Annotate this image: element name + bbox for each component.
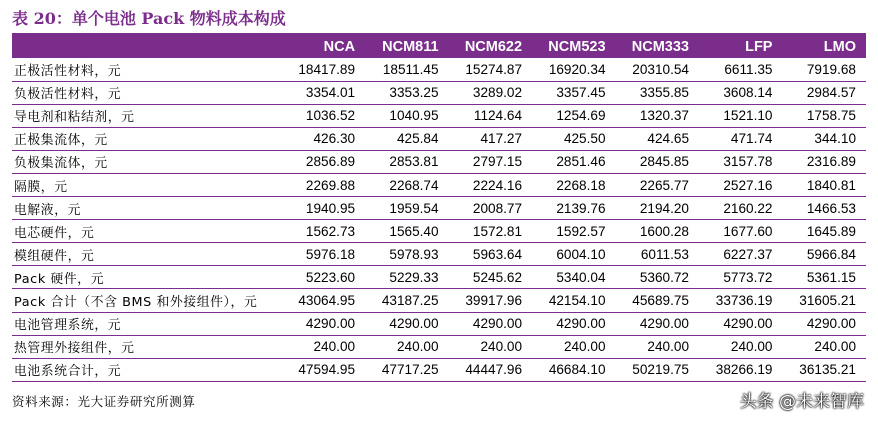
value-cell: 240.00 <box>365 335 448 358</box>
value-cell: 240.00 <box>532 335 615 358</box>
row-label: 模组硬件，元 <box>12 243 282 266</box>
header-cell: NCM523 <box>548 38 606 55</box>
header-cell: LFP <box>745 38 773 55</box>
value-cell: 1758.75 <box>782 104 866 127</box>
table-row <box>12 289 866 312</box>
value-cell: 417.27 <box>449 127 532 150</box>
value-cell: 36135.21 <box>782 358 866 381</box>
row-label: Pack 合计（不含 BMS 和外接组件），元 <box>12 289 282 312</box>
table-body <box>12 58 866 381</box>
value-cell: 2853.81 <box>365 150 448 173</box>
value-cell: 1562.73 <box>282 220 365 243</box>
value-cell: 5773.72 <box>699 266 782 289</box>
value-cell: 43187.25 <box>365 289 448 312</box>
table-row <box>12 173 866 196</box>
table-row <box>12 358 866 381</box>
value-cell: 6004.10 <box>532 243 615 266</box>
row-label: 正极活性材料，元 <box>12 58 282 81</box>
value-cell: 240.00 <box>449 335 532 358</box>
table-row <box>12 104 866 127</box>
value-cell: 1959.54 <box>365 197 448 220</box>
value-cell: 2527.16 <box>699 173 782 196</box>
value-cell: 5340.04 <box>532 266 615 289</box>
row-label: 电解液，元 <box>12 197 282 220</box>
value-cell: 344.10 <box>782 127 866 150</box>
value-cell: 5229.33 <box>365 266 448 289</box>
value-cell: 425.84 <box>365 127 448 150</box>
row-label: 热管理外接组件，元 <box>12 335 282 358</box>
value-cell: 15274.87 <box>449 58 532 81</box>
row-label: 隔膜，元 <box>12 173 282 196</box>
value-cell: 46684.10 <box>532 358 615 381</box>
value-cell: 1600.28 <box>616 220 699 243</box>
value-cell: 5976.18 <box>282 243 365 266</box>
row-label: 正极集流体，元 <box>12 127 282 150</box>
value-cell: 7919.68 <box>782 58 866 81</box>
value-cell: 31605.21 <box>782 289 866 312</box>
value-cell: 1840.81 <box>782 173 866 196</box>
value-cell: 1592.57 <box>532 220 615 243</box>
value-cell: 4290.00 <box>282 312 365 335</box>
row-label: 负极集流体，元 <box>12 150 282 173</box>
value-cell: 3354.01 <box>282 81 365 104</box>
value-cell: 5360.72 <box>616 266 699 289</box>
value-cell: 1320.37 <box>616 104 699 127</box>
value-cell: 1677.60 <box>699 220 782 243</box>
value-cell: 2984.57 <box>782 81 866 104</box>
value-cell: 424.65 <box>616 127 699 150</box>
row-label: 电池管理系统，元 <box>12 312 282 335</box>
value-cell: 42154.10 <box>532 289 615 312</box>
value-cell: 2265.77 <box>616 173 699 196</box>
value-cell: 1036.52 <box>282 104 365 127</box>
table-row <box>12 312 866 335</box>
source-note: 资料来源：光大证券研究所测算 <box>12 394 196 409</box>
row-label: 负极活性材料，元 <box>12 81 282 104</box>
value-cell: 2856.89 <box>282 150 365 173</box>
row-label: 电池系统合计，元 <box>12 358 282 381</box>
value-cell: 1254.69 <box>532 104 615 127</box>
value-cell: 2797.15 <box>449 150 532 173</box>
value-cell: 3357.45 <box>532 81 615 104</box>
value-cell: 6611.35 <box>699 58 782 81</box>
value-cell: 2008.77 <box>449 197 532 220</box>
value-cell: 38266.19 <box>699 358 782 381</box>
value-cell: 2160.22 <box>699 197 782 220</box>
table-row <box>12 197 866 220</box>
value-cell: 5361.15 <box>782 266 866 289</box>
value-cell: 4290.00 <box>532 312 615 335</box>
table-row <box>12 127 866 150</box>
table-row <box>12 243 866 266</box>
value-cell: 5966.84 <box>782 243 866 266</box>
value-cell: 4290.00 <box>616 312 699 335</box>
value-cell: 3355.85 <box>616 81 699 104</box>
value-cell: 33736.19 <box>699 289 782 312</box>
value-cell: 1124.64 <box>449 104 532 127</box>
table-row <box>12 58 866 81</box>
value-cell: 2139.76 <box>532 197 615 220</box>
value-cell: 4290.00 <box>449 312 532 335</box>
value-cell: 6011.53 <box>616 243 699 266</box>
value-cell: 18511.45 <box>365 58 448 81</box>
value-cell: 426.30 <box>282 127 365 150</box>
value-cell: 45689.75 <box>616 289 699 312</box>
value-cell: 44447.96 <box>449 358 532 381</box>
value-cell: 1565.40 <box>365 220 448 243</box>
table-row <box>12 81 866 104</box>
value-cell: 1040.95 <box>365 104 448 127</box>
value-cell: 4290.00 <box>699 312 782 335</box>
value-cell: 5245.62 <box>449 266 532 289</box>
value-cell: 16920.34 <box>532 58 615 81</box>
value-cell: 2224.16 <box>449 173 532 196</box>
value-cell: 1466.53 <box>782 197 866 220</box>
table-header <box>12 35 866 58</box>
table-row <box>12 150 866 173</box>
table-row <box>12 220 866 243</box>
value-cell: 240.00 <box>282 335 365 358</box>
row-label: 导电剂和粘结剂，元 <box>12 104 282 127</box>
value-cell: 47594.95 <box>282 358 365 381</box>
value-cell: 3353.25 <box>365 81 448 104</box>
value-cell: 43064.95 <box>282 289 365 312</box>
value-cell: 6227.37 <box>699 243 782 266</box>
header-cell-label <box>12 35 282 58</box>
value-cell: 18417.89 <box>282 58 365 81</box>
header-cell: NCA <box>323 38 356 55</box>
value-cell: 2194.20 <box>616 197 699 220</box>
value-cell: 39917.96 <box>449 289 532 312</box>
value-cell: 5963.64 <box>449 243 532 266</box>
value-cell: 2269.88 <box>282 173 365 196</box>
value-cell: 2268.74 <box>365 173 448 196</box>
value-cell: 471.74 <box>699 127 782 150</box>
value-cell: 240.00 <box>699 335 782 358</box>
value-cell: 425.50 <box>532 127 615 150</box>
value-cell: 3157.78 <box>699 150 782 173</box>
table-title: 表 20：单个电池 Pack 物料成本构成 <box>12 9 286 28</box>
value-cell: 4290.00 <box>782 312 866 335</box>
value-cell: 240.00 <box>616 335 699 358</box>
value-cell: 240.00 <box>782 335 866 358</box>
value-cell: 1645.89 <box>782 220 866 243</box>
value-cell: 2316.89 <box>782 150 866 173</box>
value-cell: 5223.60 <box>282 266 365 289</box>
value-cell: 5978.93 <box>365 243 448 266</box>
header-cell: LMO <box>823 38 856 55</box>
watermark: 头条 @未来智库 <box>739 392 864 412</box>
value-cell: 1521.10 <box>699 104 782 127</box>
row-label: Pack 硬件，元 <box>12 266 282 289</box>
table-row <box>12 335 866 358</box>
value-cell: 1572.81 <box>449 220 532 243</box>
value-cell: 3608.14 <box>699 81 782 104</box>
value-cell: 2845.85 <box>616 150 699 173</box>
value-cell: 2851.46 <box>532 150 615 173</box>
value-cell: 1940.95 <box>282 197 365 220</box>
header-row <box>12 35 866 58</box>
header-cell: NCM333 <box>631 38 689 55</box>
row-label: 电芯硬件，元 <box>12 220 282 243</box>
value-cell: 47717.25 <box>365 358 448 381</box>
value-cell: 50219.75 <box>616 358 699 381</box>
table-row <box>12 266 866 289</box>
cost-table <box>12 35 866 382</box>
value-cell: 20310.54 <box>616 58 699 81</box>
value-cell: 2268.18 <box>532 173 615 196</box>
value-cell: 4290.00 <box>365 312 448 335</box>
value-cell: 3289.02 <box>449 81 532 104</box>
header-cell: NCM622 <box>464 38 523 55</box>
header-cell: NCM811 <box>382 38 439 55</box>
